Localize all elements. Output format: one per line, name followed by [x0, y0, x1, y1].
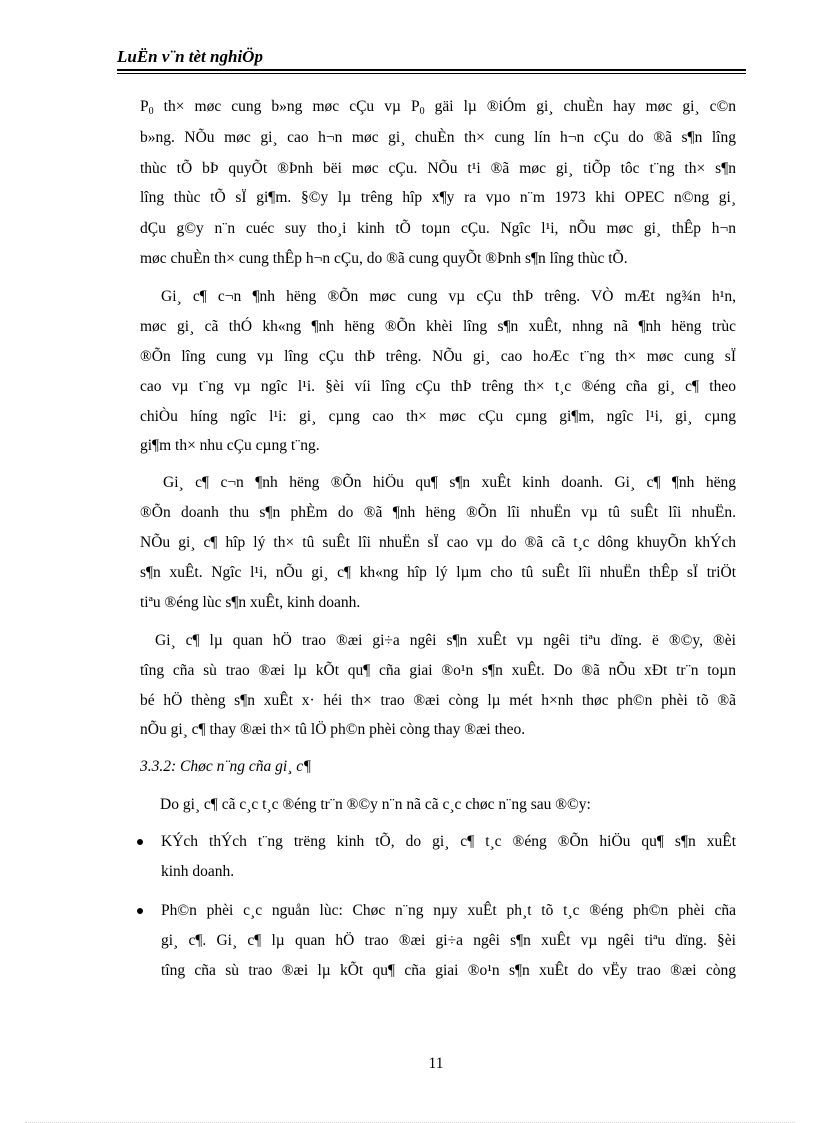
text-p: P	[140, 98, 149, 115]
paragraph-2-line: cao vµ t¨ng vµ ngîc l¹i. §èi víi lîng cÇu thÞ trêng th× t¸c ®éng cña gi¸ c¶ theo	[140, 378, 736, 395]
paragraph-3-line: tiªu ®éng lùc s¶n xuÊt, kinh doanh.	[140, 594, 361, 611]
bullet-2-line: Ph©n phèi c¸c nguån lùc: Chøc n¨ng nµy xuÊt ph¸t tõ t¸c ®éng ph©n phèi cña	[161, 902, 736, 919]
paragraph-1-line: thùc tÕ bÞ quyÕt ®Þnh bëi møc cÇu. NÕu t¹i ®ã møc gi¸ tiÕp tôc t¨ng th× s¶n	[140, 160, 736, 177]
subscript: 0	[419, 106, 425, 117]
subscript: 0	[148, 106, 154, 117]
header-rule-thin	[117, 73, 746, 74]
section-heading: 3.3.2: Chøc n¨ng cña gi¸ c¶	[140, 758, 312, 775]
bullet-dot	[137, 908, 143, 914]
text-segment: gäi lµ ®iÓm gi¸ chuÈn hay møc gi¸ c©n	[424, 98, 736, 115]
paragraph-2-line: møc gi¸ cã thÓ kh«ng ¶nh hëng ®Õn khèi lîng s¶n xuÊt, nhng nã ¶nh hëng trùc	[140, 318, 736, 335]
paragraph-3-line: Gi¸ c¶ c¬n ¶nh hëng ®Õn hiÖu qu¶ s¶n xuÊt kinh doanh. Gi¸ c¶ ¶nh hëng	[163, 474, 736, 491]
bullet-2-line: tîng cña sù trao ®æi lµ kÕt qu¶ cña giai ®o¹n s¶n xuÊt do vËy trao ®æi còng	[161, 962, 736, 979]
paragraph-1-line: b»ng. NÕu møc gi¸ cao h¬n møc gi¸ chuÈn th× cung lín h¬n cÇu do ®ã s¶n lîng	[140, 129, 736, 146]
paragraph-4-line: tîng cña sù trao ®æi lµ kÕt qu¶ cña giai ®o¹n s¶n xuÊt. Do ®ã nÕu xÐt tr¨n toµn	[140, 662, 736, 679]
paragraph-1-line: lîng thùc tÕ sÏ gi¶m. §©y lµ trêng hîp x¶y ra vµo n¨m 1973 khi OPEC n©ng gi¸	[140, 189, 736, 206]
paragraph-3-line: s¶n xuÊt. Ngîc l¹i, nÕu gi¸ c¶ kh«ng hîp lý lµm cho tû suÊt lîi nhuËn thÊp sÏ triÖt	[140, 564, 736, 581]
bullet-2-line: gi¸ c¶. Gi¸ c¶ lµ quan hÖ trao ®æi gi÷a ngêi s¶n xuÊt vµ ngêi tiªu dïng. §èi	[161, 932, 736, 949]
paragraph-2-line: chiÒu híng ngîc l¹i: gi¸ cµng cao th× møc cÇu cµng gi¶m, ngîc l¹i, gi¸ cµng	[140, 408, 736, 425]
paragraph-2-line: Gi¸ c¶ c¬n ¶nh hëng ®Õn møc cung vµ cÇu thÞ trêng. VÒ mÆt ng¾n h¹n,	[161, 288, 736, 305]
paragraph-3-line: ®Õn doanh thu s¶n phÈm do ®ã ¶nh hëng ®Õn lîi nhuËn vµ tû suÊt lîi nhuËn.	[140, 504, 736, 521]
header-rule-thick	[117, 69, 746, 71]
text-segment: th× møc cung b»ng møc cÇu vµ P	[153, 98, 420, 115]
bullet-1-line: KÝch thÝch t¨ng trëng kinh tÕ, do gi¸ c¶ t¸c ®éng ®Õn hiÖu qu¶ s¶n xuÊt	[161, 833, 736, 850]
paragraph-1-line: dÇu g©y n¨n cuéc suy tho¸i kinh tÕ toµn cÇu. Ngîc l¹i, nÕu møc gi¸ thÊp h¬n	[140, 220, 736, 237]
page-header-title: LuËn v¨n tèt nghiÖp	[117, 47, 263, 66]
paragraph-3-line: NÕu gi¸ c¶ hîp lý th× tû suÊt lîi nhuËn sÏ cao vµ do ®ã cã t¸c dông khuyÕn khÝch	[140, 534, 736, 551]
paragraph-4-line: nÕu gi¸ c¶ thay ®æi th× tû lÖ ph©n phèi còng thay ®æi theo.	[140, 721, 526, 738]
paragraph-2-line: gi¶m th× nhu cÇu cµng t¨ng.	[140, 437, 320, 454]
bullet-1-line: kinh doanh.	[161, 863, 235, 880]
bullet-dot	[137, 839, 143, 845]
paragraph-2-line: ®Õn lîng cung vµ lîng cÇu thÞ trêng. NÕu gi¸ cao hoÆc t¨ng th× møc cung sÏ	[140, 348, 736, 365]
intro-line: Do gi¸ c¶ cã c¸c t¸c ®éng tr¨n ®©y n¨n nã cã c¸c chøc n¨ng sau ®©y:	[160, 796, 591, 813]
paragraph-1-line-1	[140, 97, 736, 122]
page-number: 11	[428, 1055, 444, 1072]
paragraph-1-line: møc chuÈn th× cung thÊp h¬n cÇu, do ®ã cung quyÕt ®Þnh s¶n lîng thùc tÕ.	[140, 250, 628, 267]
paragraph-4-line: bé hÖ thèng s¶n xuÊt x· héi th× trao ®æi còng lµ mét h×nh thøc ph©n phèi tõ ®ã	[140, 692, 736, 709]
paragraph-4-line: Gi¸ c¶ lµ quan hÖ trao ®æi gi÷a ngêi s¶n xuÊt vµ ngêi tiªu dïng. ë ®©y, ®èi	[155, 632, 736, 649]
